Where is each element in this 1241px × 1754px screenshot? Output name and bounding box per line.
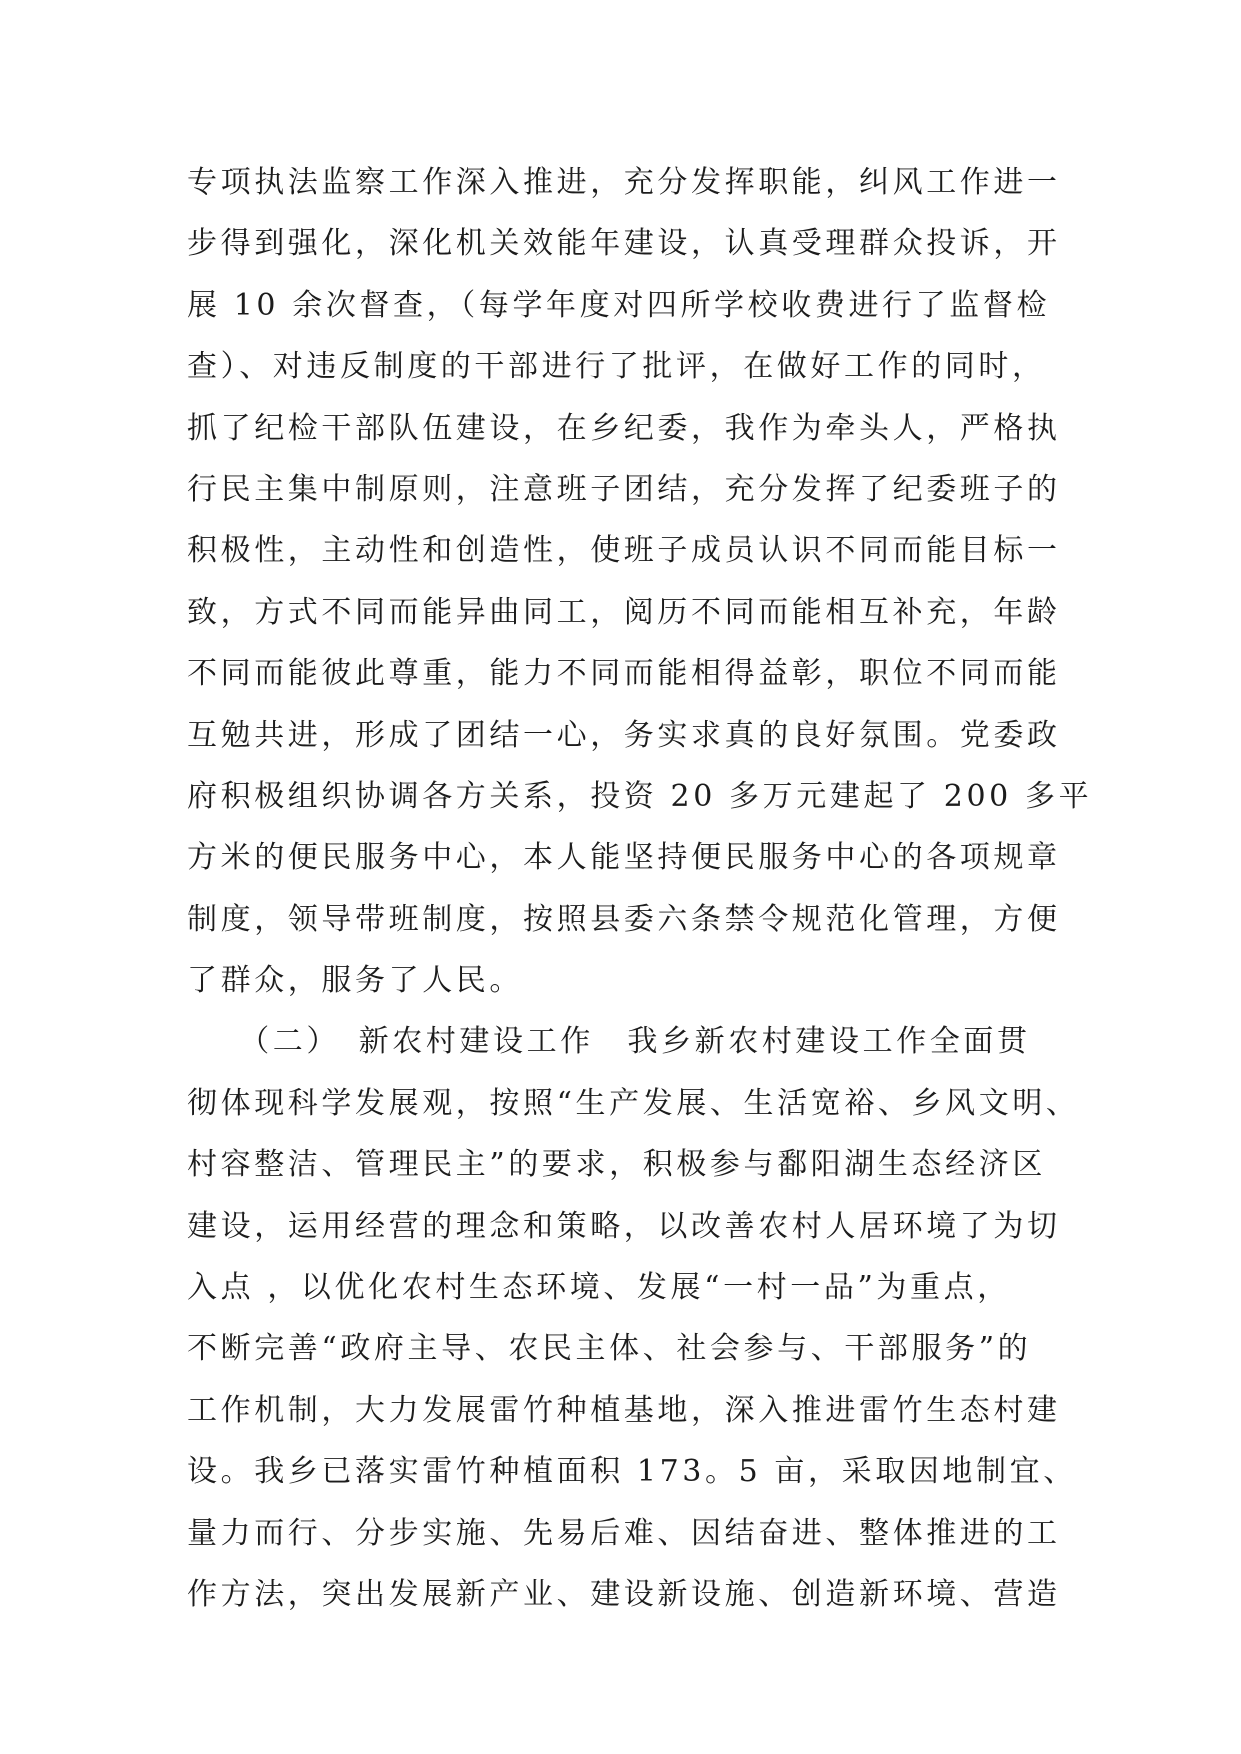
text-line: 互勉共进，形成了团结一心，务实求真的良好氛围。党委政 [187,717,1061,753]
text-line: 行民主集中制原则，注意班子团结，充分发挥了纪委班子的 [187,471,1061,507]
text-line: 不同而能彼此尊重，能力不同而能相得益彰，职位不同而能 [187,656,1061,692]
text-line: 专项执法监察工作深入推进，充分发挥职能，纠风工作进一 [187,165,1061,200]
text-line: 建设，运用经营的理念和策略，以改善农村人居环境了为切 [187,1208,1061,1244]
text-line: 制度，领导带班制度，按照县委六条禁令规范化管理，方便 [187,901,1061,937]
text-line: 积极性，主动性和创造性，使班子成员认识不同而能目标一 [187,533,1061,569]
text-line: 入点 ，以优化农村生态环境、发展“一村一品”为重点， [187,1270,1011,1306]
text-line: 展 10 余次督查，（每学年度对四所学校收费进行了监督检 [187,287,1051,323]
text-line: 方米的便民服务中心，本人能坚持便民服务中心的各项规章 [187,840,1061,876]
text-line: 致，方式不同而能异曲同工，阅历不同而能相互补充，年龄 [187,594,1061,630]
text-line: 彻体现科学发展观，按照“生产发展、生活宽裕、乡风文明、 [187,1085,1080,1121]
text-line: 工作机制，大力发展雷竹种植基地，深入推进雷竹生态村建 [187,1392,1061,1428]
text-line: 步得到强化，深化机关效能年建设，认真受理群众投诉，开 [187,226,1061,262]
text-line: 设。我乡已落实雷竹种植面积 173。5 亩，采取因地制宜、 [187,1454,1077,1490]
text-line: 查）、对违反制度的干部进行了批评，在做好工作的同时， [187,349,1046,385]
text-line: 抓了纪检干部队伍建设，在乡纪委，我作为牵头人，严格执 [187,410,1061,446]
text-line: 府积极组织协调各方关系，投资 20 多万元建起了 200 多平 [187,778,1093,814]
text-line: 不断完善“政府主导、农民主体、社会参与、干部服务”的 [187,1331,1032,1367]
text-line: 量力而行、分步实施、先易后难、因结奋进、整体推进的工 [187,1515,1061,1551]
body-text [187,152,1093,1625]
text-line: 作方法，突出发展新产业、建设新设施、创造新环境、营造 [187,1576,1061,1612]
section-heading-line: （二） 新农村建设工作 我乡新农村建设工作全面贯 [187,1024,1031,1060]
text-line: 了群众，服务了人民。 [187,963,523,999]
text-line: 村容整洁、管理民主”的要求，积极参与鄱阳湖生态经济区 [187,1147,1046,1183]
